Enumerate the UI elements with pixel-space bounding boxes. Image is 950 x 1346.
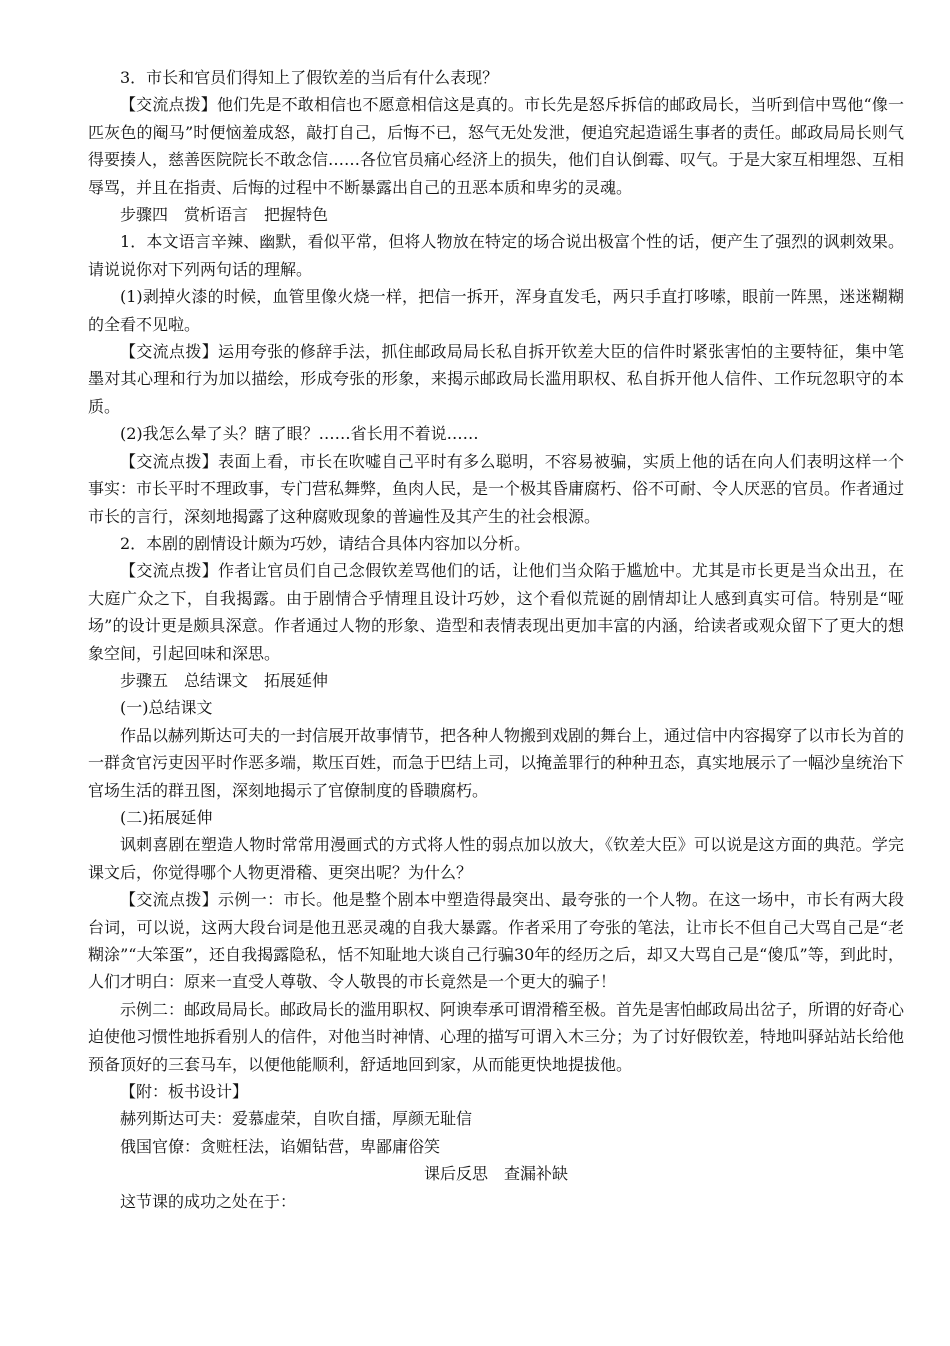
reflection-line: 这节课的成功之处在于： [120,1191,297,1211]
discussion-label: 【交流点拨】 [120,342,219,362]
discussion-label: 【交流点拨】 [120,561,219,581]
step-4-heading: 步骤四 赏析语言 把握特色 [120,205,329,225]
discussion-answer-3 [88,91,904,201]
board-line-2: 俄国官僚：贪赃枉法，谄媚钻营，卑鄙庸俗笑 [120,1136,441,1156]
summary-heading: (一)总结课文 [120,698,213,718]
step-5-heading: 步骤五 总结课文 拓展延伸 [120,670,329,690]
discussion-text: 运用夸张的修辞手法，抓住邮政局局长私自拆开钦差大臣的信件时紧张害怕的主要特征，集中笔墨对其心理和行为加以描绘，形成夸张的形象，来揭示邮政局长滥用职权、私自拆开他人信件、工作玩忽职守的本质。 [88,342,904,416]
board-design-heading: 【附：板书设计】 [120,1082,249,1102]
extension-question: 讽刺喜剧在塑造人物时常常用漫画式的方式将人性的弱点加以放大，《钦差大臣》可以说是这方面的典范。学完课文后，你觉得哪个人物更滑稽、更突出呢？为什么？ [88,835,904,882]
quote-1: (1)剥掉火漆的时候，血管里像火烧一样，把信一拆开，浑身直发毛，两只手直打哆嗦，眼前一阵黑，迷迷糊糊的全看不见啦。 [88,287,904,334]
example-2: 示例二：邮政局局长。邮政局长的滥用职权、阿谀奉承可谓滑稽至极。首先是害怕邮政局出岔子，所谓的好奇心迫使他习惯性地拆看别人的信件，对他当时神情、心理的描写可谓入木三分；为了讨好假钦差，特地叫驿站站长给他预备顶好的三套马车，以便他能顺利，舒适地回到家，从而能更快地提拔他。 [88,999,905,1074]
discussion-text: 示例一：市长。他是整个剧本中塑造得最突出、最夸张的一个人物。在这一场中，市长有两大段台词，可以说，这两大段台词是他丑恶灵魂的自我大暴露。作者采用了夸张的笔法，让市长不但自己大骂自己是“老糊涂”“大笨蛋”，还自我揭露隐私，恬不知耻地大谈自己行骗30年的经历之后，却又大骂自己是“傻瓜”等，到此时，人们才明白：原来一直受人尊敬、令人敬畏的市长竟然是一个更大的骗子！ [88,890,904,992]
discussion-quote-2 [88,448,904,530]
document-page [88,64,904,1215]
discussion-label: 【交流点拨】 [120,890,219,910]
discussion-quote-1 [88,338,904,420]
discussion-example-1 [88,886,904,996]
summary-text: 作品以赫列斯达可夫的一封信展开故事情节，把各种人物搬到戏剧的舞台上，通过信中内容揭穿了以市长为首的一群贪官污吏因平时作恶多端，欺压百姓，而急于巴结上司，以掩盖罪行的种种丑态，真实地展示了一幅沙皇统治下官场生活的群丑图，深刻地揭示了官僚制度的昏聩腐朽。 [88,725,905,800]
board-line-1: 赫列斯达可夫：爱慕虚荣，自吹自擂，厚颜无耻信 [120,1109,473,1129]
discussion-label: 【交流点拨】 [120,451,219,471]
discussion-label: 【交流点拨】 [120,95,217,115]
question-3: 3．市长和官员们得知上了假钦差的当后有什么表现？ [120,68,499,87]
reflection-heading: 课后反思 查漏补缺 [423,1164,568,1184]
discussion-text: 他们先是不敢相信也不愿意相信这是真的。市长先是怒斥拆信的邮政局长，当听到信中骂他“像一匹灰色的阉马”时便恼羞成怒，敲打自己，后悔不已，怒气无处发泄，便追究起造谣生事者的责任。邮政局局长则气得要揍人，慈善医院院长不敢念信……各位官员痛心经济上的损失，他们自认倒霉、叹气。于是大家互相埋怨、互相辱骂，并且在指责、后悔的过程中不断暴露出自己的丑恶本质和卑劣的灵魂。 [88,95,905,197]
discussion-text: 作者让官员们自己念假钦差骂他们的话，让他们当众陷于尴尬中。尤其是市长更是当众出丑，在大庭广众之下，自我揭露。由于剧情合乎情理且设计巧妙，这个看似荒诞的剧情却让人感到真实可信。特别是“哑场”的设计更是颇具深意。作者通过人物的形象、造型和表情表现出更加丰富的内涵，给读者或观众留下了更大的想象空间，引起回味和深思。 [88,561,904,663]
quote-2: (2)我怎么晕了头？瞎了眼？……省长用不着说…… [120,424,479,444]
question-plot-2: 2．本剧的剧情设计颇为巧妙，请结合具体内容加以分析。 [120,533,531,553]
discussion-text: 表面上看，市长在吹嘘自己平时有多么聪明，不容易被骗，实质上他的话在向人们表明这样一个事实：市长平时不理政事，专门营私舞弊，鱼肉人民，是一个极其昏庸腐朽、俗不可耐、令人厌恶的官员。作者通过市长的言行，深刻地揭露了这种腐败现象的普遍性及其产生的社会根源。 [88,451,905,526]
question-language-1: 1．本文语言辛辣、幽默，看似平常，但将人物放在特定的场合说出极富个性的话，便产生了强烈的讽刺效果。请说说你对下列两句话的理解。 [88,232,904,279]
extension-heading: (二)拓展延伸 [120,807,213,827]
discussion-plot [88,557,904,667]
